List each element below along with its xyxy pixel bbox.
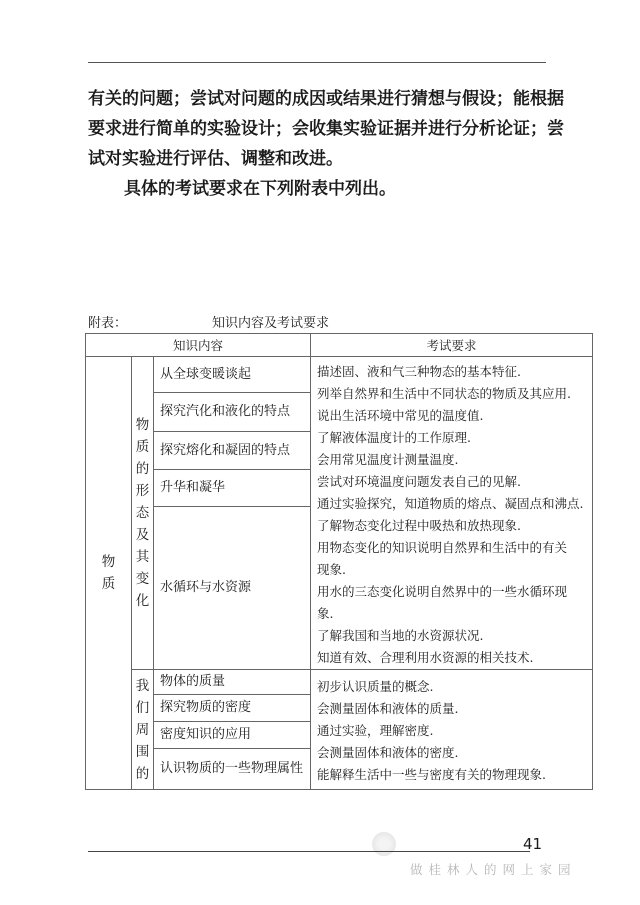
paragraph-1-line: 有关的问题；尝试对问题的成因或结果进行猜想与假设；能根据	[88, 89, 564, 109]
page-number: 41	[523, 835, 543, 853]
requirement-line: 会测量固体和液体的密度.	[317, 745, 459, 760]
paragraph-1	[88, 84, 564, 174]
requirement-line: 会测量固体和液体的质量.	[317, 701, 459, 716]
group2-cell	[132, 670, 154, 790]
topic-cell: 水循环与水资源	[154, 506, 311, 669]
caption-label: 附表：	[88, 316, 128, 331]
caption-title: 知识内容及考试要求	[212, 316, 330, 331]
table-header-row	[86, 334, 593, 357]
watermark-text: 做桂林人的网上家园	[410, 862, 577, 877]
requirement-line: 了解物态变化过程中吸热和放热现象.	[317, 518, 521, 533]
group1-requirements	[311, 357, 593, 670]
topic-cell: 从全球变暖谈起	[154, 357, 311, 393]
bottom-rule	[88, 851, 530, 852]
requirement-line: 通过实验探究，知道物质的熔点、凝固点和沸点.	[317, 496, 584, 511]
requirement-line: 列举自然界和生活中不同状态的物质及其应用.	[317, 386, 571, 401]
requirement-line: 描述固、液和气三种物态的基本特征.	[317, 364, 521, 379]
requirement-line: 了解液体温度计的工作原理.	[317, 430, 471, 445]
requirement-line: 现象.	[317, 562, 346, 577]
category-cell	[86, 357, 132, 790]
table-row	[86, 670, 593, 695]
requirement-line: 初步认识质量的概念.	[317, 679, 434, 694]
requirement-line: 会用常见温度计测量温度.	[317, 452, 459, 467]
topic-cell: 探究熔化和凝固的特点	[154, 431, 311, 469]
requirement-line: 知道有效、合理利用水资源的相关技术.	[317, 650, 534, 665]
requirement-line: 说出生活环境中常见的温度值.	[317, 408, 484, 423]
requirement-line: 用水的三态变化说明自然界中的一些水循环现	[317, 584, 568, 599]
top-rule	[88, 62, 546, 63]
requirement-line: 用物态变化的知识说明自然界和生活中的有关	[317, 540, 568, 555]
topic-cell: 探究汽化和液化的特点	[154, 393, 311, 431]
table-row	[86, 357, 593, 393]
paragraph-1-line: 要求进行简单的实验设计；会收集实验证据并进行分析论证；尝	[88, 119, 564, 139]
requirement-line: 了解我国和当地的水资源状况.	[317, 628, 484, 643]
requirement-line: 尝试对环境温度问题发表自己的见解.	[317, 474, 521, 489]
table-caption	[88, 312, 330, 331]
category-label: 物质	[101, 554, 116, 592]
header-requirements: 考试要求	[311, 334, 593, 357]
group1-label: 物质的形态及其变化	[135, 417, 150, 609]
topic-cell: 认识物质的一些物理属性	[154, 749, 311, 790]
topic-cell: 升华和凝华	[154, 470, 311, 506]
group1-cell	[132, 357, 154, 670]
watermark-logo	[372, 832, 396, 856]
paragraph-2: 具体的考试要求在下列附表中列出。	[124, 179, 396, 199]
topic-cell: 探究物质的密度	[154, 695, 311, 722]
requirement-line: 通过实验，理解密度.	[317, 723, 434, 738]
header-content: 知识内容	[86, 334, 311, 357]
knowledge-table	[85, 333, 593, 790]
group2-requirements	[311, 670, 593, 790]
topic-cell: 物体的质量	[154, 670, 311, 695]
requirement-line: 象.	[317, 606, 334, 621]
topic-cell: 密度知识的应用	[154, 722, 311, 749]
paragraph-1-line: 试对实验进行评估、调整和改进。	[88, 149, 343, 169]
group2-label: 我们周围的	[135, 677, 150, 782]
requirement-line: 能解释生活中一些与密度有关的物理现象.	[317, 767, 546, 782]
